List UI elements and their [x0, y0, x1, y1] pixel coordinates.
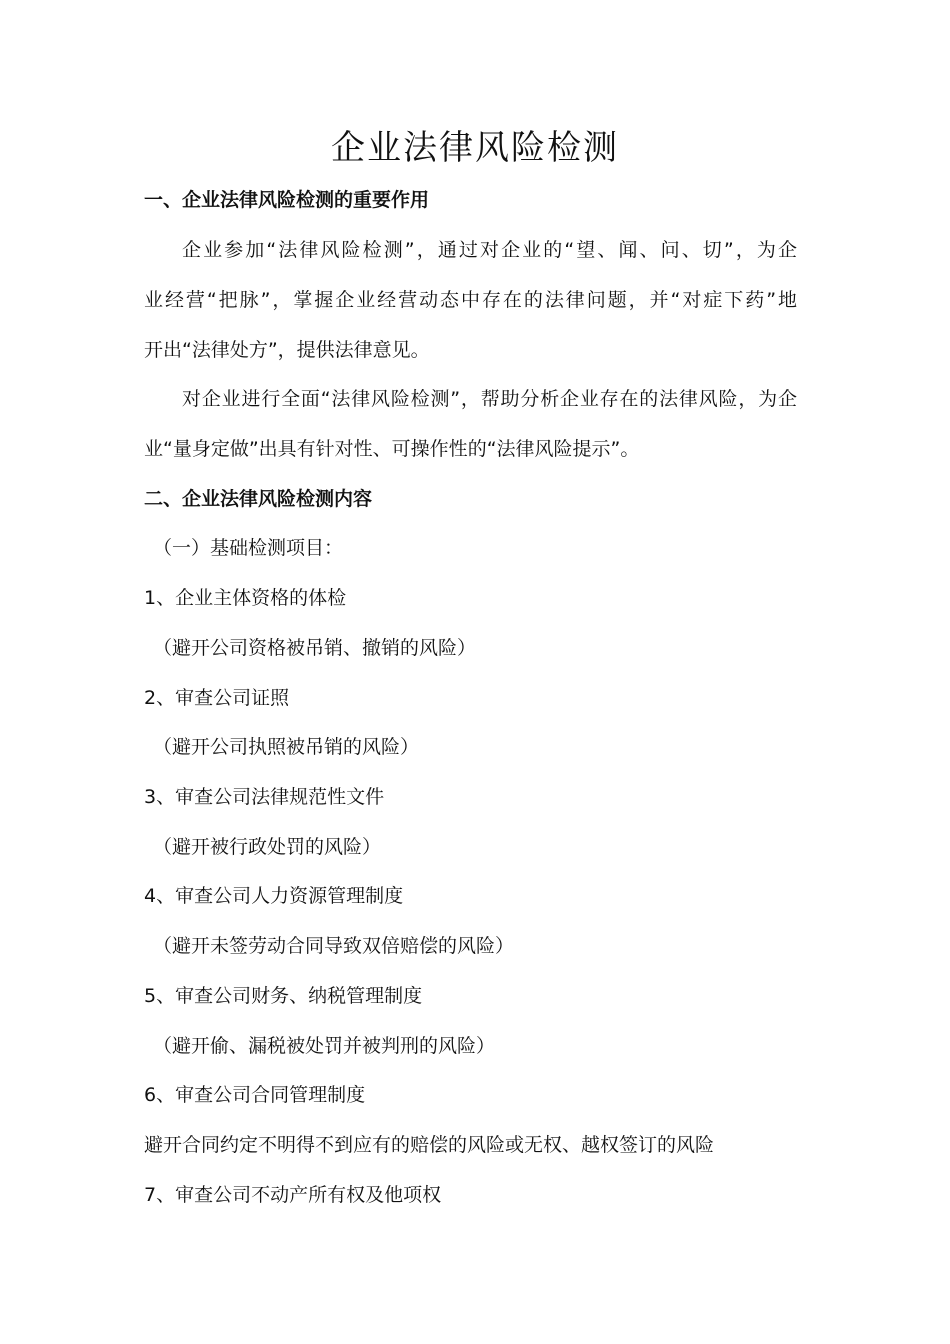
section1-para2-line2: 业“量身定做”出具有针对性、可操作性的“法律风险提示”。 [144, 438, 640, 460]
list-item-note: （避开未签劳动合同导致双倍赔偿的风险） [153, 935, 515, 957]
list-item-note: （避开被行政处罚的风险） [153, 836, 382, 858]
section1-para1-line1: 企业参加“法律风险检测”，通过对企业的“望、闻、问、切”，为企 [182, 239, 797, 261]
section1-para2-line1: 对企业进行全面“法律风险检测”，帮助分析企业存在的法律风险，为企 [182, 388, 797, 410]
section2-heading: 二、企业法律风险检测内容 [144, 488, 373, 510]
list-item-title: 5、审查公司财务、纳税管理制度 [144, 985, 423, 1007]
list-item-title: 1、企业主体资格的体检 [144, 587, 347, 609]
section1-heading: 一、企业法律风险检测的重要作用 [144, 189, 430, 211]
list-item-note: （避开公司执照被吊销的风险） [153, 736, 420, 758]
list-item-note: 避开合同约定不明得不到应有的赔偿的风险或无权、越权签订的风险 [144, 1134, 715, 1156]
list-item-title: 4、审查公司人力资源管理制度 [144, 885, 404, 907]
list-item-note: （避开公司资格被吊销、撤销的风险） [153, 637, 477, 659]
list-item-title: 6、审查公司合同管理制度 [144, 1084, 366, 1106]
list-item-title: 2、审查公司证照 [144, 687, 290, 709]
list-item-title: 7、审查公司不动产所有权及他项权 [144, 1184, 442, 1206]
section2-subheading: （一）基础检测项目： [153, 537, 344, 559]
list-item-note: （避开偷、漏税被处罚并被判刑的风险） [153, 1035, 496, 1057]
document-title: 企业法律风险检测 [331, 128, 619, 168]
list-item-title: 3、审查公司法律规范性文件 [144, 786, 385, 808]
section1-para1-line3: 开出“法律处方”，提供法律意见。 [144, 339, 430, 361]
section1-para1-line2: 业经营“把脉”，掌握企业经营动态中存在的法律问题，并“对症下药”地 [144, 289, 797, 311]
